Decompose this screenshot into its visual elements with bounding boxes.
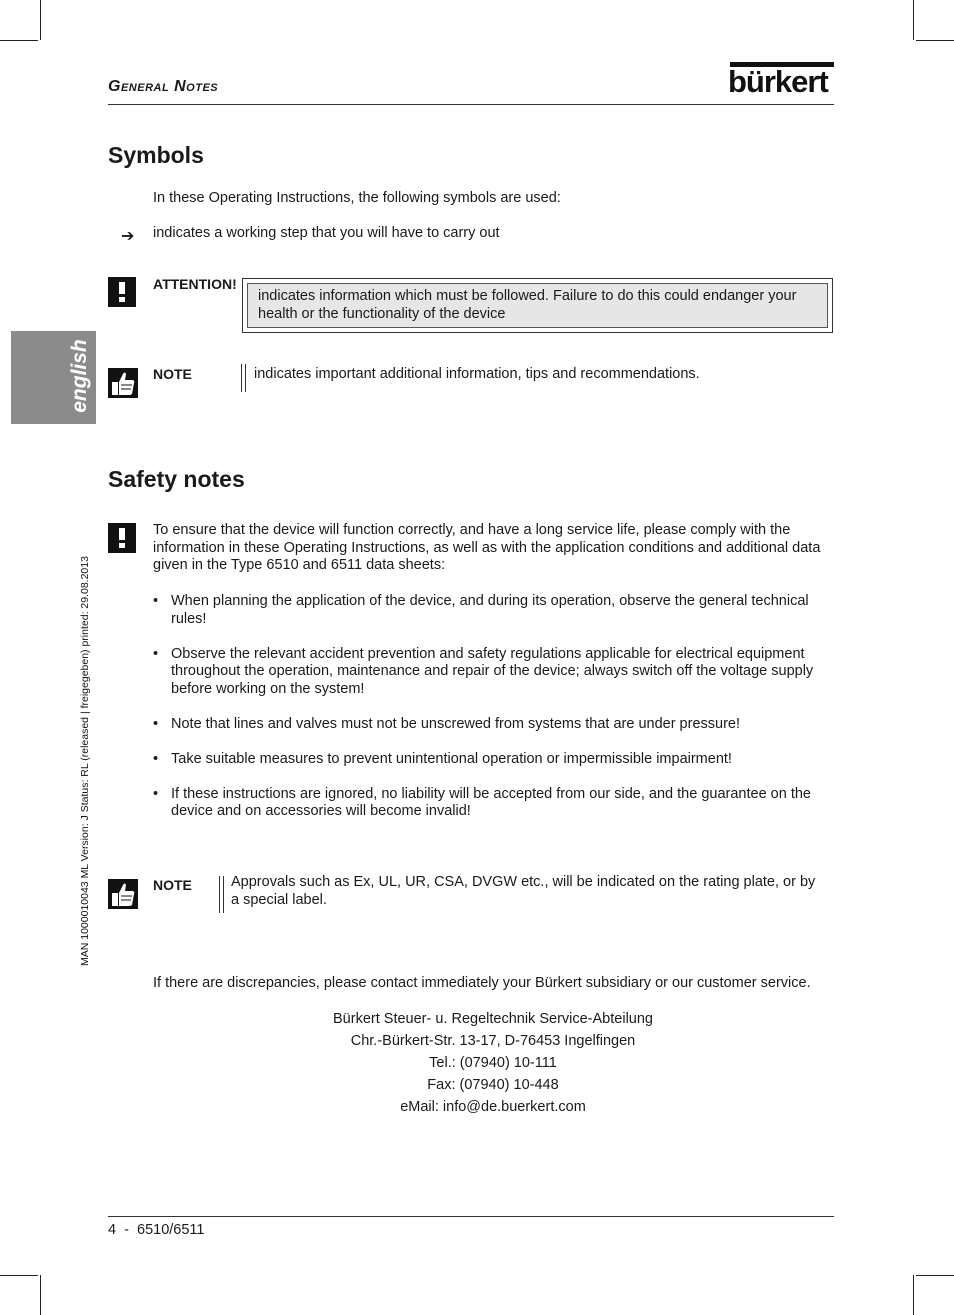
- crop-mark: [40, 0, 41, 40]
- contact-intro: If there are discrepancies, please contact immediately your Bürkert subsidiary or our customer service.: [153, 975, 811, 991]
- list-item: • Observe the relevant accident prevention and safety regulations applicable for electrical equipment throughout the operation, maintenance and repair of the device; always switch off the voltage supply before working on the system!: [153, 646, 821, 699]
- contact-company: Bürkert Steuer- u. Regeltechnik Service-Abteilung: [333, 1011, 653, 1027]
- note-label: NOTE: [153, 877, 192, 893]
- symbols-intro: In these Operating Instructions, the following symbols are used:: [153, 190, 561, 206]
- arrow-description: indicates a working step that you will have to carry out: [153, 225, 500, 241]
- list-item: • If these instructions are ignored, no liability will be accepted from our side, and the guarantee on the device and on accessories will become invalid!: [153, 786, 821, 821]
- safety-intro: To ensure that the device will function correctly, and have a long service life, please comply with the information in these Operating Instructions, as well as with the application conditions and additional data given in the Type 6510 and 6511 data sheets:: [153, 522, 821, 573]
- header-title: General Notes: [108, 78, 219, 95]
- crop-mark: [916, 40, 954, 41]
- list-item: • When planning the application of the device, and during its operation, observe the general technical rules!: [153, 593, 821, 628]
- note-divider: [241, 364, 242, 392]
- approvals-note: Approvals such as Ex, UL, UR, CSA, DVGW etc., will be indicated on the rating plate, or by a special label.: [231, 874, 816, 908]
- crop-mark: [916, 1275, 954, 1276]
- note-label: NOTE: [153, 366, 192, 382]
- crop-mark: [0, 1275, 38, 1276]
- contact-street: Chr.-Bürkert-Str. 13-17, D-76453 Ingelfingen: [350, 1033, 636, 1049]
- brand-logo: bürkert: [728, 64, 828, 99]
- section-heading-safety: Safety notes: [108, 466, 245, 492]
- note-divider: [245, 364, 246, 392]
- list-item: • Take suitable measures to prevent unintentional operation or impermissible impairment!: [153, 751, 821, 769]
- crop-mark: [913, 0, 914, 40]
- crop-mark: [913, 1275, 914, 1315]
- attention-label: ATTENTION!: [153, 276, 237, 292]
- crop-mark: [0, 40, 38, 41]
- section-heading-symbols: Symbols: [108, 142, 204, 168]
- contact-email: eMail: info@de.buerkert.com: [400, 1099, 586, 1115]
- safety-bullet-list: [153, 593, 821, 838]
- crop-mark: [40, 1275, 41, 1315]
- contact-phone: Tel.: (07940) 10-111: [429, 1055, 557, 1071]
- note-divider: [223, 876, 224, 913]
- contact-address: [153, 1008, 833, 1118]
- page-number: 4 - 6510/6511: [108, 1222, 205, 1238]
- footer-rule: [108, 1216, 834, 1217]
- thumbs-up-icon: [108, 368, 138, 398]
- arrow-icon: ➔: [121, 228, 135, 245]
- list-item: • Note that lines and valves must not be unscrewed from systems that are under pressure!: [153, 716, 821, 734]
- thumbs-up-icon: [108, 879, 138, 909]
- exclamation-icon: [108, 277, 136, 307]
- attention-box: indicates information which must be followed. Failure to do this could endanger your health or the functionality of the device: [247, 283, 828, 328]
- note-divider: [219, 876, 220, 913]
- contact-fax: Fax: (07940) 10-448: [427, 1077, 559, 1093]
- language-tab-label: english: [68, 339, 91, 413]
- header-rule: [108, 104, 834, 105]
- note-description: indicates important additional information, tips and recommendations.: [254, 366, 700, 382]
- document-meta: MAN 1000010043 ML Version: J Status: RL (released | freigegeben) printed: 29.08.2013: [79, 556, 91, 966]
- exclamation-icon: [108, 523, 136, 553]
